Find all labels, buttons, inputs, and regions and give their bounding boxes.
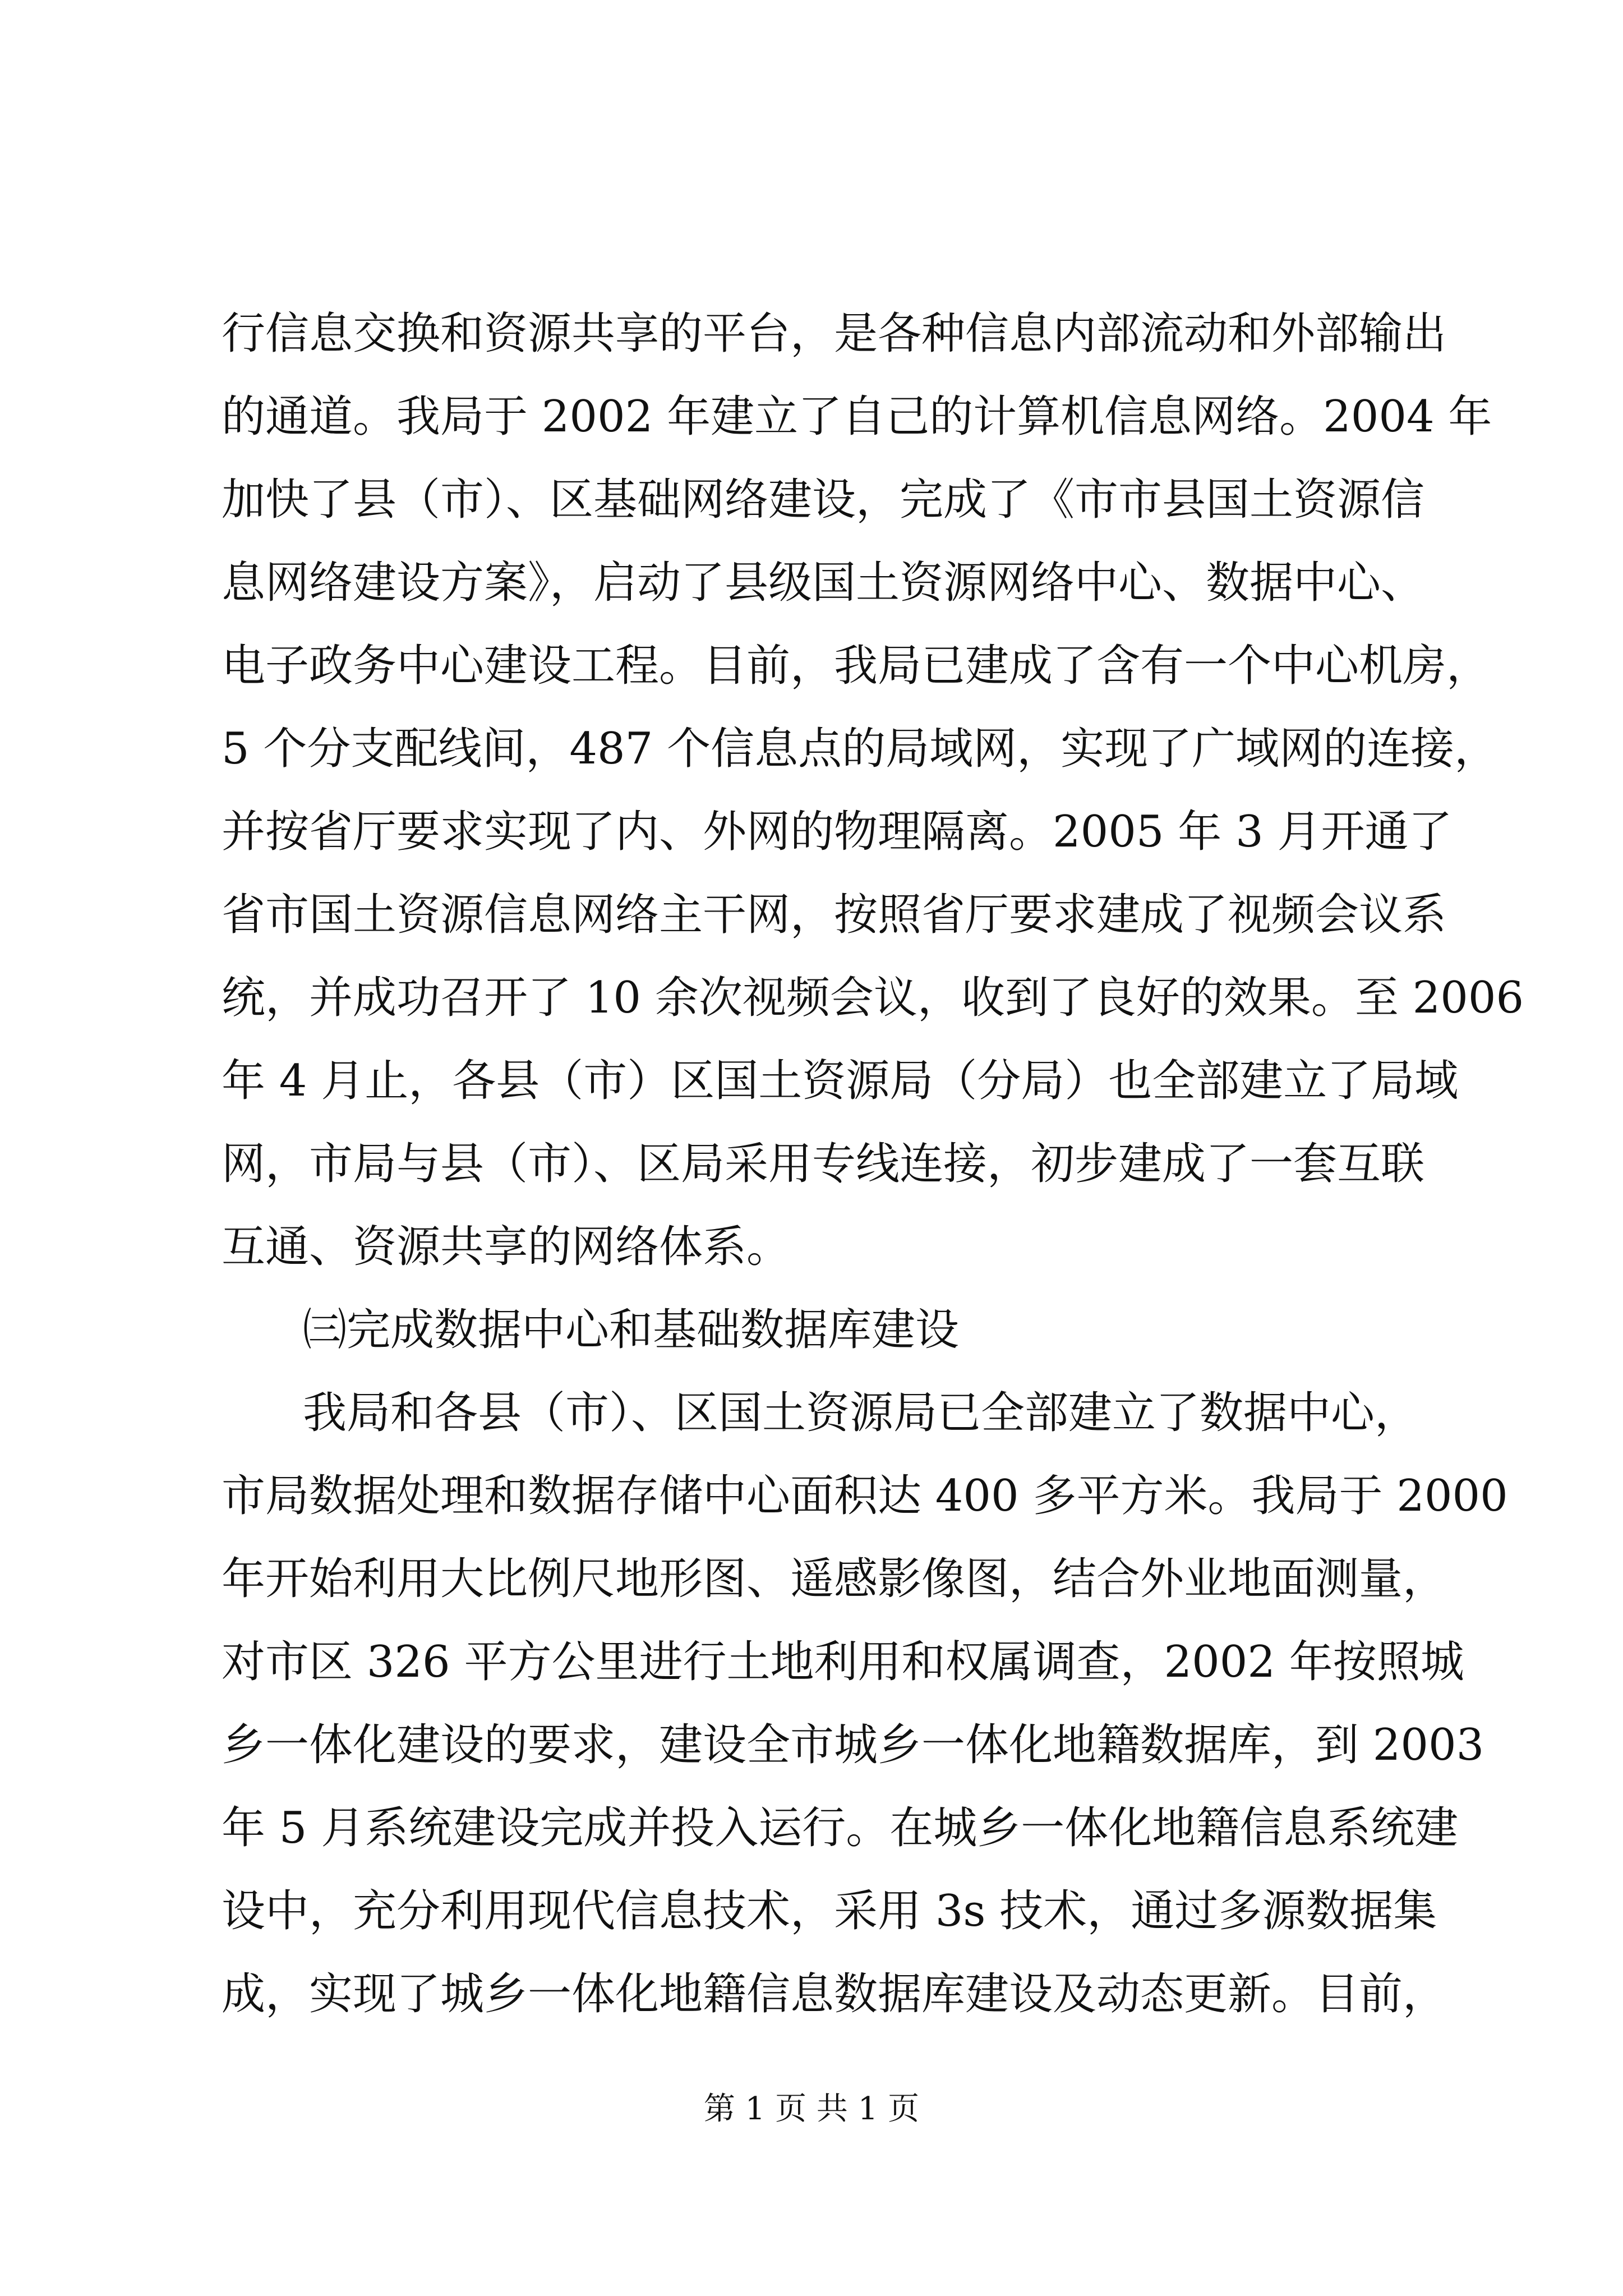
body-text-line: 年 5 月系统建设完成并投入运行。在城乡一体化地籍信息系统建 [222,1803,1459,1853]
body-text-line: 统，并成功召开了 10 余次视频会议，收到了良好的效果。至 2006 [222,973,1524,1023]
body-text-line: 年 4 月止，各县（市）区国土资源局（分局）也全部建立了局域 [222,1056,1459,1106]
body-text-line: 电子政务中心建设工程。目前，我局已建成了含有一个中心机房， [222,641,1491,691]
body-text-line: 成，实现了城乡一体化地籍信息数据库建设及动态更新。目前， [222,1969,1447,2019]
section-heading: ㈢完成数据中心和基础数据库建设 [303,1305,960,1355]
body-text-line: 对市区 326 平方公里进行土地利用和权属调查，2002 年按照城 [222,1637,1464,1687]
body-text-line: 加快了县（市）、区基础网络建设，完成了《市市县国土资源信 [222,475,1425,525]
body-text-line: 我局和各县（市）、区国土资源局已全部建立了数据中心， [303,1388,1419,1438]
page-footer: 第 1 页 共 1 页 [703,2091,920,2127]
body-text-line: 5 个分支配线间，487 个信息点的局域网，实现了广域网的连接， [222,724,1498,774]
body-text-line: 市局数据处理和数据存储中心面积达 400 多平方米。我局于 2000 [222,1471,1508,1521]
body-text-line: 省市国土资源信息网络主干网，按照省厅要求建成了视频会议系 [222,890,1447,940]
body-text-line: 年开始利用大比例尺地形图、遥感影像图，结合外业地面测量， [222,1554,1447,1604]
body-text-line: 的通道。我局于 2002 年建立了自己的计算机信息网络。2004 年 [222,392,1492,442]
body-text-line: 设中，充分利用现代信息技术，采用 3s 技术，通过多源数据集 [222,1886,1437,1936]
body-text-line: 乡一体化建设的要求，建设全市城乡一体化地籍数据库，到 2003 [222,1720,1484,1770]
body-text-line: 网，市局与县（市）、区局采用专线连接，初步建成了一套互联 [222,1139,1425,1189]
body-text-line: 行信息交换和资源共享的平台，是各种信息内部流动和外部输出 [222,309,1447,359]
body-text-line: 并按省厅要求实现了内、外网的物理隔离。2005 年 3 月开通了 [222,807,1453,857]
body-text-line: 互通、资源共享的网络体系。 [222,1222,791,1272]
body-text-line: 息网络建设方案》，启动了县级国土资源网络中心、数据中心、 [222,558,1425,608]
